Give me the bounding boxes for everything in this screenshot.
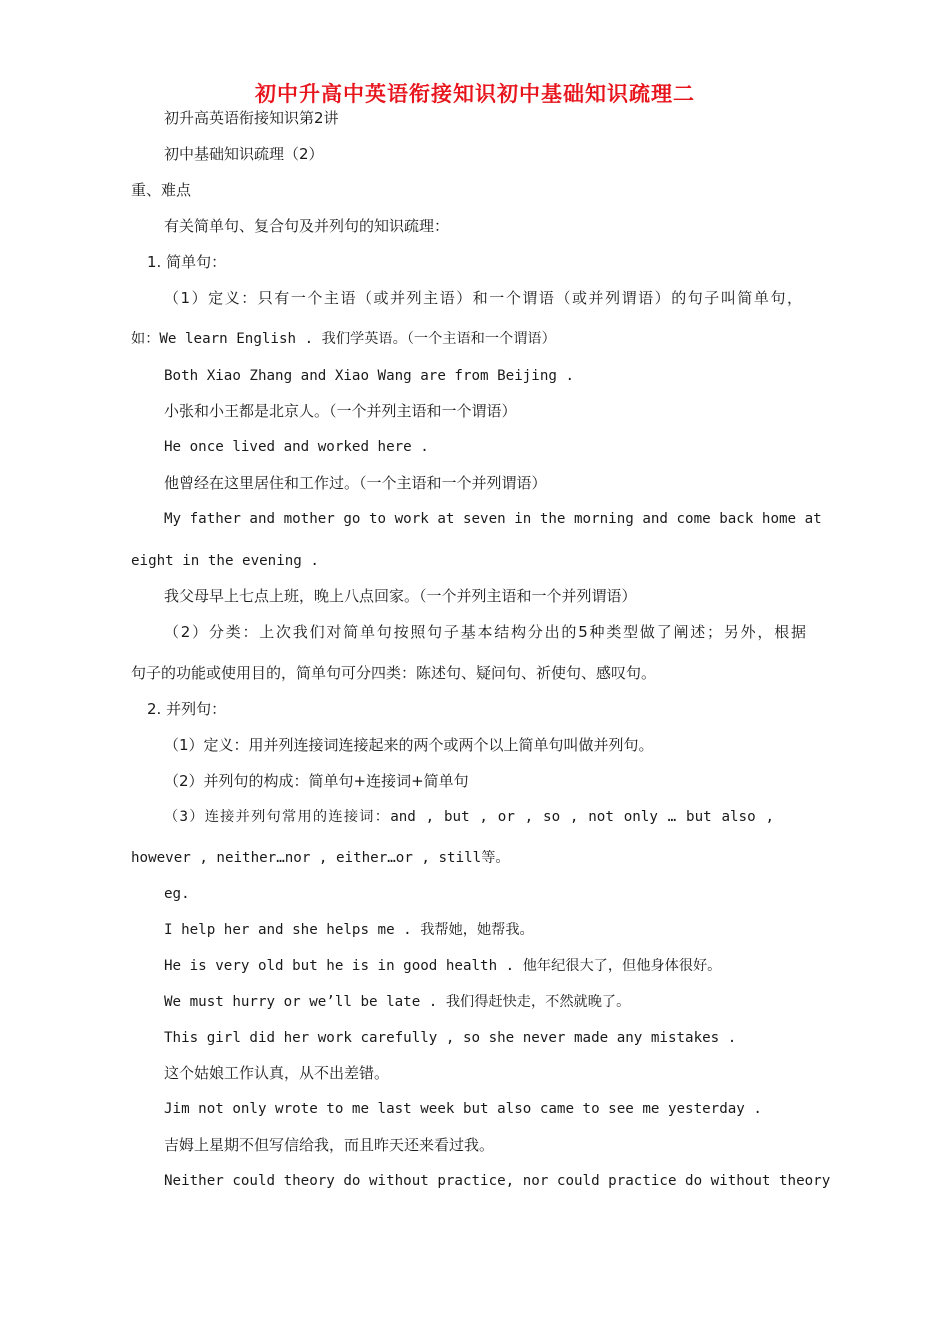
heading-simple-sentence: 1. 简单句： — [147, 253, 227, 271]
example-translation: 小张和小王都是北京人。（一个并列主语和一个谓语） — [164, 402, 517, 420]
example-line: 如：We learn English . 我们学英语。（一个主语和一个谓语） — [131, 331, 556, 347]
compound-sentence-conjunctions: （3）连接并列句常用的连接词：and , but , or , so , not only … but also , — [164, 809, 774, 825]
compound-sentence-conjunctions-continued: however , neither…nor , either…or , still等。 — [131, 850, 510, 866]
example-translation: 我父母早上七点上班，晚上八点回家。（一个并列主语和一个并列谓语） — [164, 587, 637, 605]
example-line: My father and mother go to work at seven in the morning and come back home at — [164, 511, 822, 527]
example-line-continued: eight in the evening . — [131, 553, 319, 569]
example-translation: 他曾经在这里居住和工作过。（一个主语和一个并列谓语） — [164, 474, 547, 492]
compound-sentence-definition: （1）定义：用并列连接词连接起来的两个或两个以上简单句叫做并列句。 — [164, 736, 654, 754]
simple-sentence-classification: （2）分类：上次我们对简单句按照句子基本结构分出的5种类型做了阐述；另外，根据 — [164, 623, 806, 641]
example-label: eg. — [164, 886, 190, 902]
example-line: I help her and she helps me . 我帮她，她帮我。 — [164, 922, 534, 938]
simple-sentence-classification-continued: 句子的功能或使用目的，简单句可分四类：陈述句、疑问句、祈使句、感叹句。 — [131, 664, 657, 682]
simple-sentence-definition: （1）定义：只有一个主语（或并列主语）和一个谓语（或并列谓语）的句子叫简单句， — [164, 289, 802, 307]
heading-compound-sentence: 2. 并列句： — [147, 700, 227, 718]
example-translation: 吉姆上星期不但写信给我，而且昨天还来看过我。 — [164, 1136, 495, 1154]
lecture-topic-line: 初中基础知识疏理（2） — [164, 145, 324, 163]
example-line: We must hurry or we’ll be late . 我们得赶快走，不然就晚了。 — [164, 994, 631, 1010]
example-translation: 这个姑娘工作认真，从不出差错。 — [164, 1064, 390, 1082]
compound-sentence-structure: （2）并列句的构成：简单句+连接词+简单句 — [164, 772, 469, 790]
example-line: He once lived and worked here . — [164, 439, 429, 455]
intro-line: 有关简单句、复合句及并列句的知识疏理： — [164, 217, 450, 235]
example-line: He is very old but he is in good health . 他年纪很大了，但他身体很好。 — [164, 958, 722, 974]
example-line: This girl did her work carefully , so she never made any mistakes . — [164, 1030, 737, 1046]
document-title: 初中升高中英语衔接知识初中基础知识疏理二 — [255, 82, 695, 106]
lecture-number-line: 初升高英语衔接知识第2讲 — [164, 109, 339, 127]
section-heading-key-points: 重、难点 — [131, 181, 192, 199]
example-line: Jim not only wrote to me last week but also came to see me yesterday . — [164, 1101, 762, 1117]
example-line: Neither could theory do without practice, nor could practice do without theory — [164, 1173, 831, 1189]
example-line: Both Xiao Zhang and Xiao Wang are from Beijing . — [164, 368, 574, 384]
